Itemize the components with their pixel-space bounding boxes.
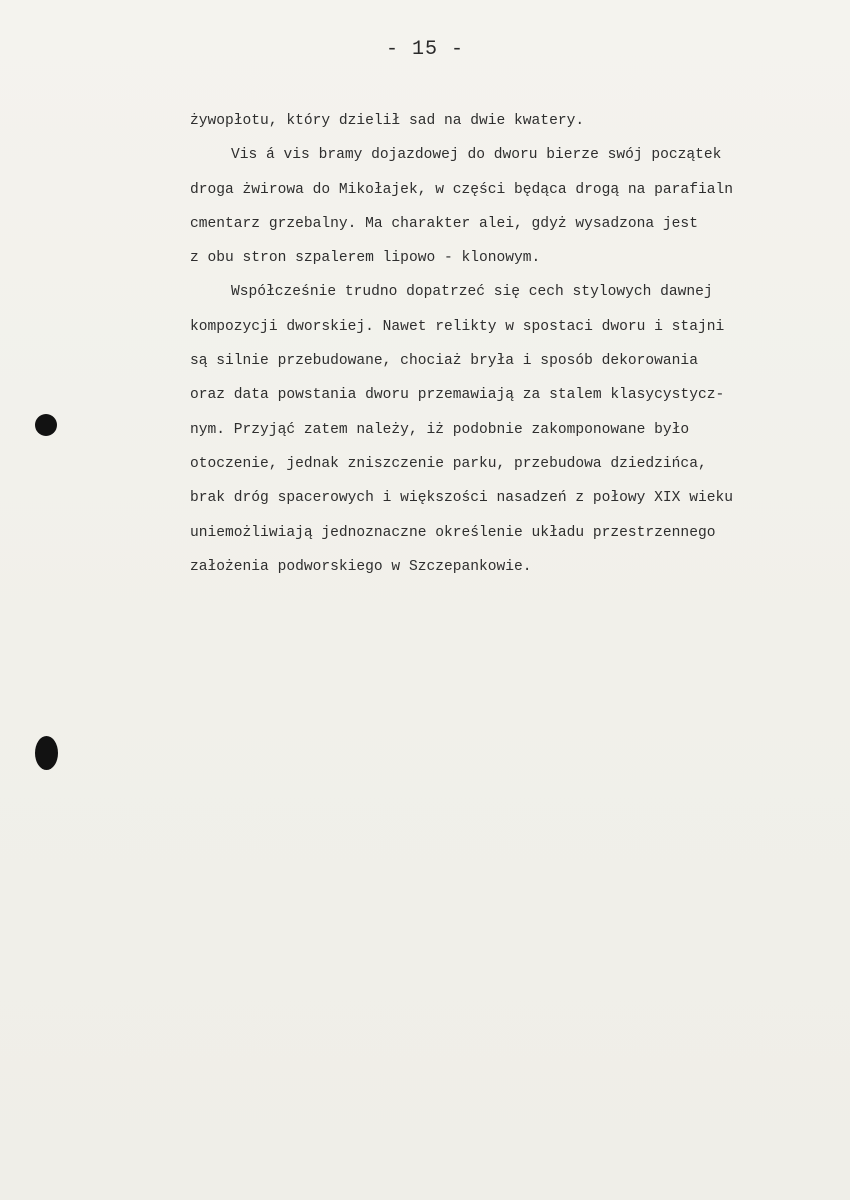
text-line: droga żwirowa do Mikołajek, w części będąca drogą na parafialn <box>190 181 733 198</box>
text-line: Vis á vis bramy dojazdowej do dworu bierze swój początek <box>231 147 722 164</box>
text-line: z obu stron szpalerem lipowo - klonowym. <box>190 250 541 267</box>
punch-hole <box>35 414 57 436</box>
text-line: kompozycji dworskiej. Nawet relikty w spostaci dworu i stajni <box>190 318 725 335</box>
text-line: uniemożliwiają jednoznaczne określenie układu przestrzennego <box>190 524 716 541</box>
text-line: cmentarz grzebalny. Ma charakter alei, gdyż wysadzona jest <box>190 215 698 232</box>
punch-hole <box>35 736 58 770</box>
text-line: założenia podworskiego w Szczepankowie. <box>190 558 532 575</box>
body-text <box>190 104 830 584</box>
text-line: nym. Przyjąć zatem należy, iż podobnie zakomponowane było <box>190 421 690 438</box>
text-line: Współcześnie trudno dopatrzeć się cech stylowych dawnej <box>231 284 713 301</box>
text-line: brak dróg spacerowych i większości nasadzeń z połowy XIX wieku <box>190 490 733 507</box>
text-line: są silnie przebudowane, chociaż bryła i sposób dekorowania <box>190 353 698 370</box>
page-number: - 15 - <box>385 38 464 61</box>
text-line: żywopłotu, który dzielił sad na dwie kwatery. <box>190 113 585 129</box>
text-line: oraz data powstania dworu przemawiają za stalem klasycystycz- <box>190 387 725 404</box>
text-line: otoczenie, jednak zniszczenie parku, przebudowa dziedzińca, <box>190 455 707 472</box>
